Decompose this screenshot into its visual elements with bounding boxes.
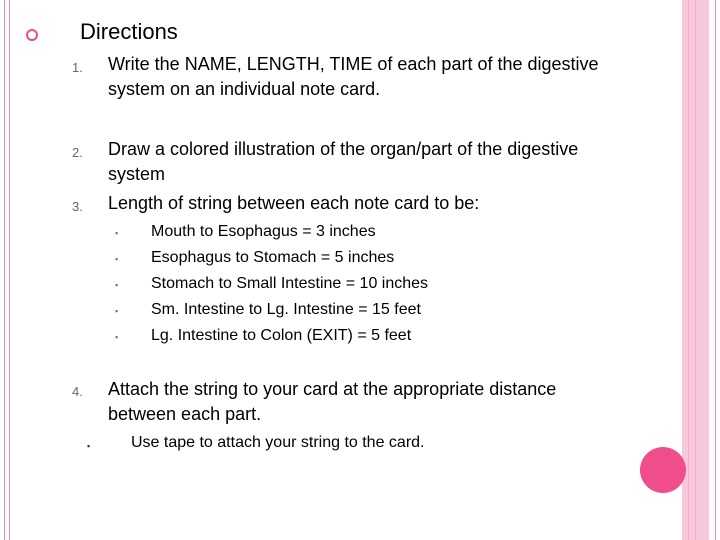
sub-bullet-icon: ▪ <box>115 228 119 238</box>
sub-bullet-icon: ▪ <box>115 280 119 290</box>
list-item: Use tape to attach your string to the card. <box>131 434 425 451</box>
sub-bullet-icon: ▪ <box>115 254 119 264</box>
frame-line-left-outer <box>4 0 5 540</box>
title-bullet-icon <box>26 29 38 41</box>
frame-line-left-inner <box>9 0 10 540</box>
step-text: Attach the string to your card at the appropriate distance between each part. <box>108 379 557 424</box>
slide-title: Directions <box>80 19 178 44</box>
step-number: 2. <box>72 145 83 160</box>
step-number: 4. <box>72 384 83 399</box>
list-item: Sm. Intestine to Lg. Intestine = 15 feet <box>151 301 421 318</box>
step-number: 1. <box>72 60 83 75</box>
frame-line-right-1 <box>695 0 696 540</box>
list-item: Esophagus to Stomach = 5 inches <box>151 249 395 266</box>
step-text: Draw a colored illustration of the organ/part of the digestive system <box>108 139 579 184</box>
step-number: 3. <box>72 199 83 214</box>
frame-line-right-thin <box>715 0 716 540</box>
step-text: Write the NAME, LENGTH, TIME of each part of the digestive system on an individual note card. <box>108 54 599 99</box>
sub-bullet-icon: ▪ <box>87 441 91 451</box>
list-item: Lg. Intestine to Colon (EXIT) = 5 feet <box>151 327 412 344</box>
sub-bullet-icon: ▪ <box>115 306 119 316</box>
decorative-circle <box>640 447 686 493</box>
frame-line-right-2 <box>688 0 689 540</box>
step-text: Length of string between each note card to be: <box>108 193 480 213</box>
sub-bullet-icon: ▪ <box>115 332 119 342</box>
list-item: Stomach to Small Intestine = 10 inches <box>151 275 429 292</box>
list-item: Mouth to Esophagus = 3 inches <box>151 223 376 240</box>
